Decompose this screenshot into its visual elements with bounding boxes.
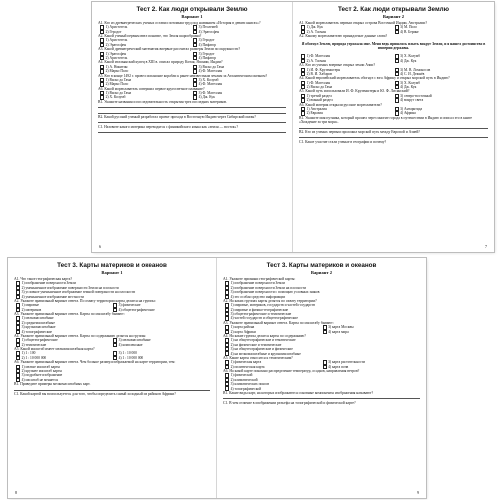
question-a1: А1. Укажите признаки географической карты: (223, 277, 296, 281)
options-a6 (14, 365, 210, 383)
answer-option[interactable]: 3) крупномасштабные (16, 325, 210, 329)
answer-option[interactable]: 2) климатической (225, 378, 420, 382)
answer-option[interactable]: 3) северо-восточный (395, 94, 489, 98)
answer-option[interactable]: 2) А. Тасман (301, 59, 395, 63)
answer-option[interactable]: 1) Дж. Кук (301, 25, 395, 29)
checkbox-icon[interactable] (323, 330, 327, 334)
options-a3 (98, 52, 286, 61)
question-a2: А2. Какой ученый первым ввел понятие, что Земля шарообразна? (98, 34, 202, 39)
options-a6 (98, 91, 286, 100)
question-b1: В1. Приведите примеры мелкомасштабных карт. (14, 382, 91, 387)
question-a3: А3. Какой древнегреческий математик впервые рассчитал размеры Земли по окружности? (98, 47, 240, 52)
answer-option[interactable]: 2) Х. Колумб (100, 95, 193, 99)
options-a2 (223, 303, 420, 321)
answer-option[interactable]: 3) Х. Колумб (395, 81, 489, 85)
answer-option[interactable]: 1) мелкомасштабные (16, 316, 210, 320)
test-title: Тест 3. Карты материков и океанов (57, 262, 167, 269)
answer-option[interactable]: 4) 1 : 10 000 000 (113, 356, 210, 360)
question-a3: А3. Кто из ученых впервые открыл земли Азии? (299, 63, 376, 68)
options-a1 (98, 25, 286, 34)
question-a5: А5. Кто в конце 1492 г. провел испанские корабли к ранее неизвестным землям за Атлантическим океаном? (98, 73, 268, 78)
answer-option[interactable]: 3) общегеографические и тематические (225, 312, 420, 316)
options-a5 (223, 360, 420, 369)
answer-option[interactable]: 3) карта Москвы (323, 325, 421, 329)
options-a4 (14, 338, 210, 347)
answer-option[interactable]: 2) изображение поверхности Земли на плоскости (225, 286, 420, 290)
options-a5 (14, 351, 210, 360)
answer-line[interactable] (98, 109, 286, 113)
answer-option[interactable]: 3) М. Поло (395, 25, 489, 29)
options-a1 (299, 25, 488, 34)
question-a6: А6. На какой карте показано распределение температур, осадков, направления ветров? (223, 368, 360, 373)
answer-option[interactable]: 2) 1 : 10 000 000 (16, 356, 113, 360)
answer-option[interactable]: 4) топографической (225, 386, 420, 390)
answer-option[interactable]: 4) Дж. Кук (395, 85, 489, 89)
answer-option[interactable]: 2) А. Тасман (301, 30, 395, 34)
page-6 (92, 2, 293, 252)
answer-option[interactable]: 4) общегеографические (113, 308, 210, 312)
answer-option[interactable]: 4) Пифагор (193, 43, 286, 47)
test-title: Тест 2. Как люди открывали Землю (338, 6, 449, 13)
answer-option[interactable]: 2) Евразия (301, 111, 395, 115)
answer-option[interactable]: 3) Птолемей (193, 25, 286, 29)
answer-option[interactable]: 3) условное уменьшенное изображение земной поверхности на плоскости (16, 290, 210, 294)
checkbox-icon[interactable] (113, 343, 117, 347)
question-c1: С1. Какой картой вы воспользуетесь для того, чтобы определить самый холодный из районов Африки? (14, 391, 176, 396)
answer-option[interactable]: 1) изображение поверхности Земли (16, 281, 210, 285)
options-a3 (299, 68, 488, 77)
page-9 (217, 258, 426, 498)
answer-option[interactable]: 4) комплексные (113, 343, 210, 347)
question-a1: А1. Кто из древнегреческих ученых оставил потомкам труд под названием «История в девяти книгах»? (98, 21, 261, 25)
options-a5 (299, 94, 488, 103)
checkbox-icon[interactable] (395, 98, 399, 102)
page-number: 8 (15, 490, 17, 495)
answer-option[interactable]: 3) мелкомасштабные (113, 338, 210, 342)
options-a2 (98, 38, 286, 47)
quote: Я обогнул Землю, природа угрожала мне. Меня ведь пришлось плыть вокруг Земли, и я нашел достоинство в империи державы. (301, 42, 486, 51)
question-a4: А4. На какие группы делятся карты по содержанию? (223, 333, 306, 338)
question-a5: А5. Какой путь использовали И. Ф. Крузенштерн и Ю. Ф. Лисянский? (299, 89, 410, 94)
booklet-spread-test-3 (8, 258, 426, 498)
answer-option[interactable]: 4) Ф. Магеллан (193, 82, 286, 86)
answer-option[interactable]: 3) Васко да Гама (193, 65, 286, 69)
answer-option[interactable]: 3) 1 : 10 000 (113, 351, 210, 355)
checkbox-icon[interactable] (395, 59, 399, 63)
variant-label: Вариант 1 (101, 270, 123, 275)
answer-option[interactable]: 4) Эратосфен (193, 30, 286, 34)
answer-line[interactable] (98, 129, 286, 133)
answer-option[interactable]: 3) Геродот (193, 38, 286, 42)
variant-label: Вариант 1 (181, 14, 203, 19)
answer-line[interactable] (223, 395, 420, 399)
question-a4: А4. Укажите правильный вариант ответа. Карты по содержанию делятся на группы: (14, 333, 147, 338)
page-7 (293, 2, 494, 252)
answer-option[interactable]: 2) Марко Поло (100, 69, 193, 73)
answer-option[interactable]: 1) Эратосфен (100, 52, 193, 56)
answer-option[interactable]: 2) карта Африки (225, 330, 323, 334)
test-title: Тест 3. Карты материков и океанов (266, 262, 377, 269)
answer-option[interactable]: 3) климатических поясов (225, 382, 420, 386)
answer-option[interactable]: 4) Ф. Магеллан (193, 69, 286, 73)
answer-option[interactable]: 2) тематические (16, 343, 113, 347)
answer-option[interactable]: 4) масштаб не меняется (16, 378, 210, 382)
options-a3 (223, 325, 420, 334)
answer-option[interactable]: 1) мировые (16, 303, 113, 307)
answer-option[interactable]: 4) В. Беринг (395, 30, 489, 34)
question-a2: А2. Какому мореплавателю принадлежат данные слова? (299, 34, 388, 39)
answer-option[interactable]: 4) карта почв (323, 365, 421, 369)
answer-line[interactable] (98, 119, 286, 123)
answer-option[interactable]: 1) на общегеографические и тематические (225, 338, 420, 342)
answer-option[interactable]: 4) вокруг света (395, 98, 489, 102)
question-a5: А5. Какие карты относятся к тематическим? (223, 355, 293, 360)
answer-option[interactable]: 2) среднемасштабные (16, 321, 210, 325)
answer-option[interactable]: 3) физические (113, 303, 210, 307)
checkbox-icon[interactable] (100, 69, 104, 73)
question-a2: А2. Укажите правильный вариант ответа. По охвату территории карты делятся на группы: (14, 298, 156, 303)
page-number: 7 (485, 244, 487, 249)
page-number: 9 (417, 490, 419, 495)
answer-option[interactable]: 4) частей государств и общегеографические (225, 316, 420, 320)
answer-option[interactable]: 3) Антарктида (395, 107, 489, 111)
answer-option[interactable]: 2) материков (16, 308, 113, 312)
answer-option[interactable]: 2) Аристотель (100, 56, 193, 60)
booklet-spread-test-2 (92, 2, 494, 252)
question-a4: А4. Какой итальянский купец в XIII в. описал природу Китая, Японии, Индии? (98, 60, 223, 65)
answer-option[interactable]: 1) Аристотель (100, 38, 193, 42)
question-a2: А2. На каких группах карты делятся по охвату территории? (223, 298, 317, 303)
answer-option[interactable]: 1) мировые, материков, государств и частей государств (225, 303, 420, 307)
test-title: Тест 2. Как люди открывали Землю (136, 6, 248, 13)
answer-option[interactable]: 3) М. В. Ломоносов (395, 68, 489, 72)
checkbox-icon[interactable] (100, 82, 104, 86)
question-b1: В1. Укажите имя путника, который прошел через многие города в путешествии в Индию и описал это в книге «Хождение за три моря». (299, 115, 472, 125)
options-a4 (223, 338, 420, 356)
options-a2 (14, 303, 210, 312)
answer-option[interactable]: 3) на общегеографические и физические (225, 347, 420, 351)
options-a4 (98, 65, 286, 74)
options-a3 (14, 316, 210, 334)
answer-option[interactable]: 4) на мелкомасштабные и крупномасштабные (225, 351, 420, 355)
answer-option[interactable]: 1) А. Никитин (100, 65, 193, 69)
answer-option[interactable]: 3) Х. Колумб (395, 54, 489, 58)
page-8 (8, 258, 217, 498)
question-a3: А3. Укажите правильный вариант ответа. Карты по масштабу бывают: (14, 312, 125, 317)
variant-label: Вариант 2 (310, 270, 333, 275)
answer-option[interactable]: 1) Васко да Гама (100, 78, 193, 82)
answer-option[interactable]: 2) политическая карта (225, 365, 323, 369)
options-a4 (299, 81, 488, 90)
answer-option[interactable]: 4) карта мира (323, 330, 421, 334)
checkbox-icon[interactable] (395, 30, 399, 34)
question-c1: С1. В чем отличие в изображении рельефа на топографической и физической карте? (223, 400, 356, 405)
question-b2: В2. Кто из ученых первым проложил морской путь между Европой и Азией? (299, 129, 420, 134)
answer-option[interactable]: 3) Х. Колумб (193, 78, 286, 82)
options-a1 (223, 281, 420, 299)
checkbox-icon[interactable] (301, 98, 305, 102)
question-a5: А5. Какой масштаб имеет мелкомасштабная карта? (14, 347, 95, 352)
options-a5 (98, 78, 286, 87)
answer-option[interactable]: 1) физическая карта (225, 360, 323, 364)
answer-option[interactable]: 2) Геродот (100, 30, 193, 34)
answer-option[interactable]: 1) физической (225, 373, 420, 377)
answer-option[interactable]: 3) Геродот (193, 52, 286, 56)
answer-option[interactable]: 2) В. И. Хабаров (301, 72, 395, 76)
options-a1 (14, 281, 210, 299)
answer-option[interactable]: 4) Пифагор (193, 56, 286, 60)
options-a6 (299, 107, 488, 116)
question-a4: А4. Какой европейский мореплаватель обогнул с юга Африку и открыл морской путь в Индию? (299, 76, 450, 81)
answer-option[interactable]: 3) Ф. Магеллан (193, 91, 286, 95)
answer-option[interactable]: 3) карта растительности (323, 360, 421, 364)
question-a3: А3. Укажите правильный вариант ответа. Карты по масштабу бывают: (223, 320, 334, 325)
answer-option[interactable]: 4) С. И. Дежнёв (395, 72, 489, 76)
answer-option[interactable]: 2) южный раздел (301, 98, 395, 102)
question-c1: С1. Какое участие стали ученые в географии и почему? (299, 139, 387, 144)
answer-option[interactable]: 1) Австралия (301, 107, 395, 111)
answer-option[interactable]: 1) общегеографические (16, 338, 113, 342)
answer-option[interactable]: 2) Васко да Гама (301, 85, 395, 89)
checkbox-icon[interactable] (193, 82, 197, 86)
answer-line[interactable] (98, 104, 286, 108)
question-a6: А6. Какой материк открыли русские мореплаватели? (299, 102, 382, 107)
question-a6: А6. Какой мореплаватель совершил первое кругосветное плавание? (98, 86, 205, 91)
question-b1: В1. Какие виды карт, на которых изображаются основные компоненты изображения называют? (223, 390, 374, 395)
answer-option[interactable]: 1) Аристотель (100, 25, 193, 29)
answer-option[interactable]: 1) Ф. Магеллан (301, 81, 395, 85)
answer-option[interactable]: 1) И. Ф. Крузенштерн (301, 68, 395, 72)
answer-option[interactable]: 2) на физические и тематические (225, 343, 420, 347)
answer-option[interactable]: 1) третий раздел (301, 94, 395, 98)
variant-label: Вариант 2 (382, 14, 405, 19)
answer-option[interactable]: 4) топографические (16, 330, 210, 334)
question-c1: С1. Назовите какого материка переводятся с финикийского языка как «земля — восток»? (98, 124, 239, 129)
answer-option[interactable]: 2) уменьшенное изображение поверхности Земли на плоскости (16, 286, 210, 290)
question-a1: А1. Какой мореплаватель первым открыл острова Восточной Индии, Австралии? (299, 21, 427, 25)
answer-line[interactable] (299, 124, 488, 128)
answer-option[interactable]: 2) крупнее масштаб карты (16, 369, 210, 373)
answer-option[interactable]: 1) Ф. Магеллан (301, 54, 395, 58)
question-a6: А6. Укажите правильный вариант ответа. Чем больше размер изображаемой на карте территории, тем: (14, 360, 176, 365)
answer-option[interactable]: 1) Васко да Гама (100, 91, 193, 95)
answer-option[interactable]: 2) мировые и физико-географические (225, 308, 420, 312)
answer-option[interactable]: 4) это особая средство информации (225, 295, 420, 299)
answer-line[interactable] (14, 386, 210, 390)
question-a1: А1. Что такое географическая карта? (14, 277, 73, 281)
answer-option[interactable]: 1) изображение поверхности Земли (225, 281, 420, 285)
options-a6 (223, 373, 420, 391)
answer-option[interactable]: 4) Дж. Кук (395, 59, 489, 63)
answer-option[interactable]: 2) Эратосфен (100, 43, 193, 47)
answer-option[interactable]: 3) подробнее изображение (16, 373, 210, 377)
answer-option[interactable]: 3) изображение поверхности с помощью условных знаков (225, 290, 420, 294)
answer-option[interactable]: 1) 1 : 100 (16, 351, 113, 355)
answer-option[interactable]: 4) уменьшенное изображение местности (16, 295, 210, 299)
answer-option[interactable]: 4) Африка (395, 111, 489, 115)
page-number: 6 (99, 244, 101, 249)
answer-option[interactable]: 1) мельче масштаб карты (16, 365, 210, 369)
answer-option[interactable]: 2) Марко Поло (100, 82, 193, 86)
answer-line[interactable] (299, 134, 488, 138)
answer-option[interactable]: 1) карта района (225, 325, 323, 329)
question-b2: В2. Какой русский ученый разработал проект прохода в Восточную Индию через Сибирский океан? (98, 114, 256, 119)
checkbox-icon[interactable] (193, 69, 197, 73)
options-a2 (299, 54, 488, 63)
answer-option[interactable]: 4) Дж. Кук (193, 95, 286, 99)
question-b1: В1. Укажите названия и последовательность открытия трех последних материков. (98, 99, 227, 104)
